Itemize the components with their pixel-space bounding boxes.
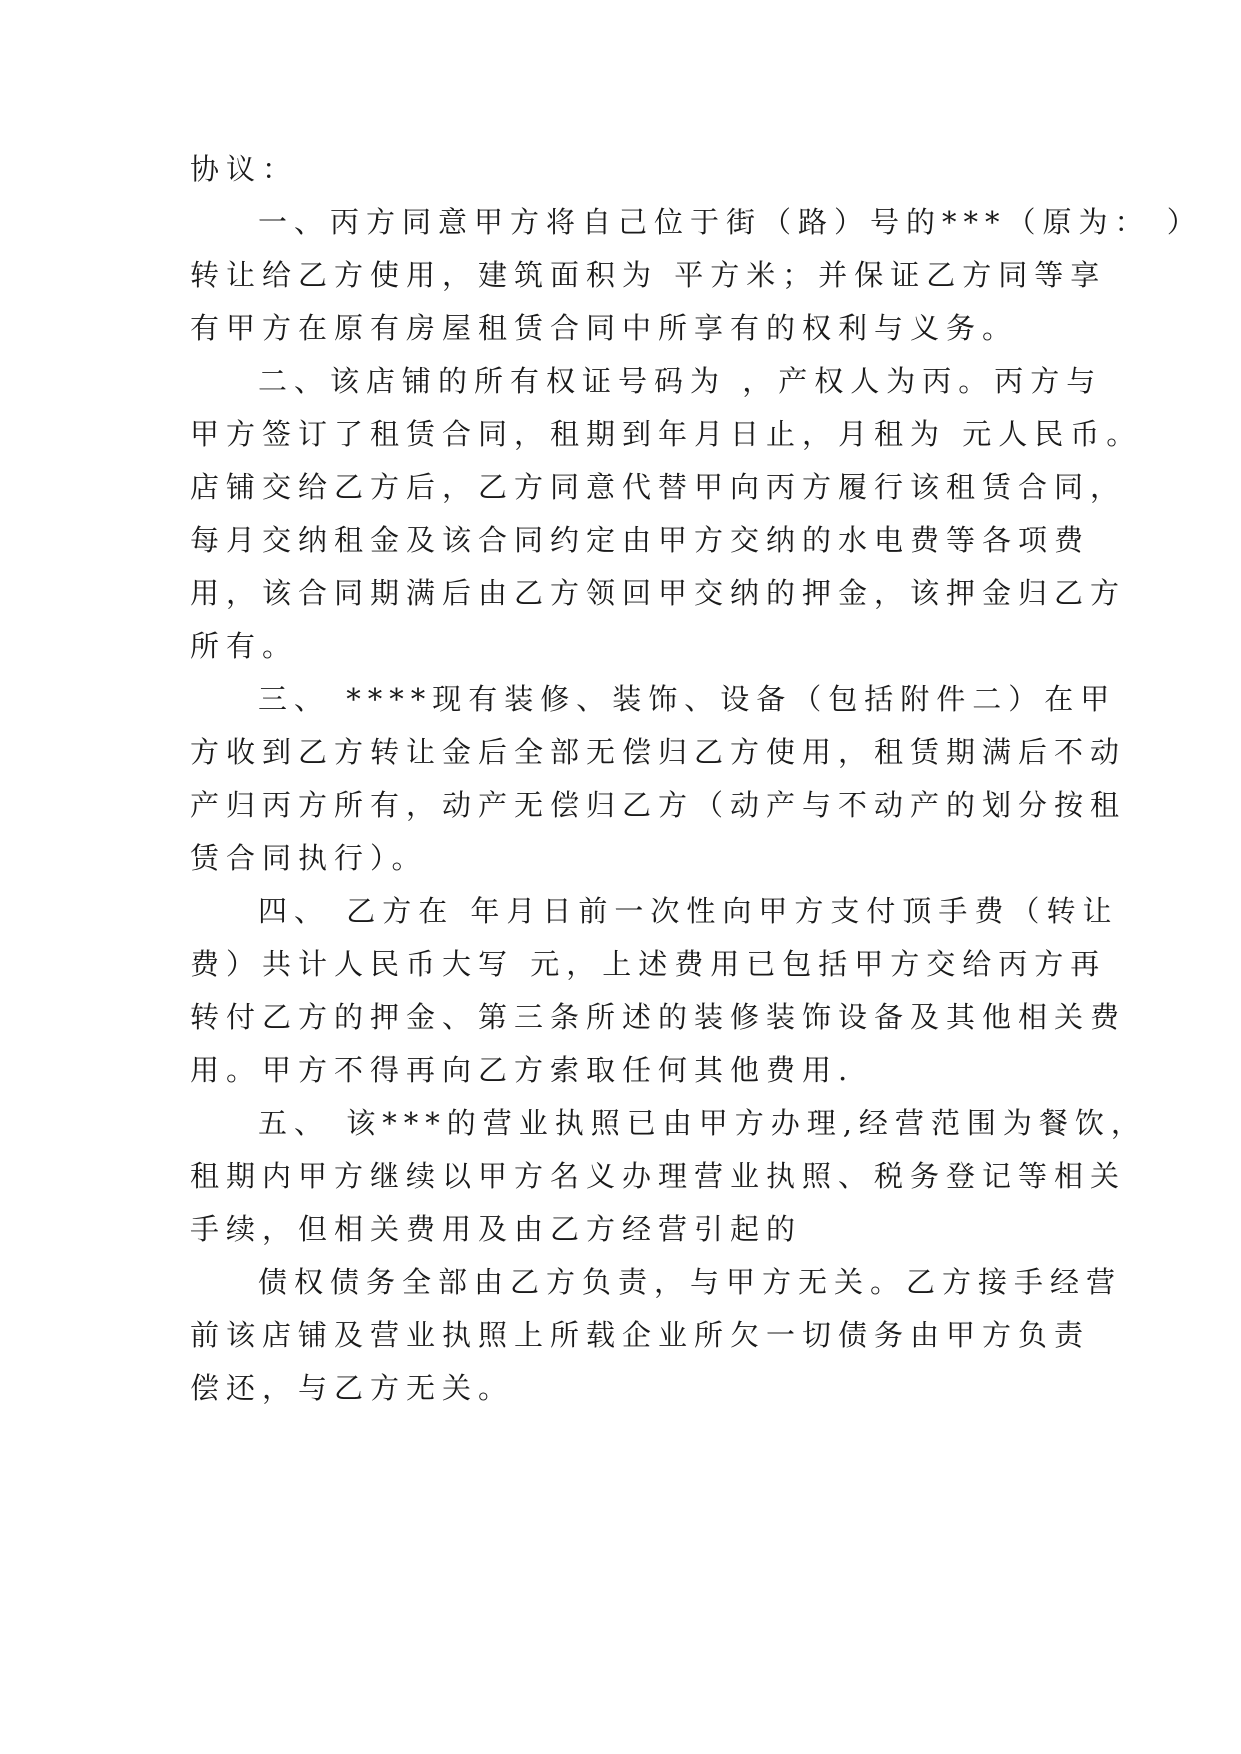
clause-3-line-3: 产归丙方所有，动产无偿归乙方（动产与不动产的划分按租 <box>190 788 1127 822</box>
clause-1-line-3: 有甲方在原有房屋租赁合同中所享有的权利与义务。 <box>190 311 1019 345</box>
clause-2-line-5: 用，该合同期满后由乙方领回甲交纳的押金，该押金归乙方 <box>190 576 1127 610</box>
clause-5-line-3: 手续，但相关费用及由乙方经营引起的 <box>190 1212 803 1246</box>
clause-5-line-1: 五、 该***的营业执照已由甲方办理,经营范围为餐饮， <box>258 1106 1147 1140</box>
clause-5-continuation-line-2: 前该店铺及营业执照上所载企业所欠一切债务由甲方负责 <box>190 1318 1091 1352</box>
clause-4-line-4: 用。甲方不得再向乙方索取任何其他费用. <box>190 1053 855 1087</box>
section-heading: 协议： <box>190 152 299 186</box>
clause-3-line-4: 赁合同执行）。 <box>190 841 428 875</box>
clause-2-line-2: 甲方签订了租赁合同，租期到年月日止，月租为 元人民币。 <box>190 417 1143 451</box>
clause-1-line-1: 一、丙方同意甲方将自己位于街（路）号的***（原为： ） <box>258 205 1203 239</box>
clause-3-line-2: 方收到乙方转让金后全部无偿归乙方使用，租赁期满后不动 <box>190 735 1127 769</box>
clause-3-line-1: 三、 ****现有装修、装饰、设备（包括附件二）在甲 <box>258 682 1117 716</box>
clause-4-line-1: 四、 乙方在 年月日前一次性向甲方支付顶手费（转让 <box>258 894 1119 928</box>
clause-2-line-6: 所有。 <box>190 629 299 663</box>
clause-5-continuation-line-1: 债权债务全部由乙方负责，与甲方无关。乙方接手经营 <box>258 1265 1123 1299</box>
clause-5-continuation-line-3: 偿还，与乙方无关。 <box>190 1371 515 1405</box>
clause-4-line-3: 转付乙方的押金、第三条所述的装修装饰设备及其他相关费 <box>190 1000 1127 1034</box>
clause-4-line-2: 费）共计人民币大写 元，上述费用已包括甲方交给丙方再 <box>190 947 1107 981</box>
clause-5-line-2: 租期内甲方继续以甲方名义办理营业执照、税务登记等相关 <box>190 1159 1127 1193</box>
clause-2-line-1: 二、该店铺的所有权证号码为 ，产权人为丙。丙方与 <box>258 364 1103 398</box>
clause-2-line-3: 店铺交给乙方后，乙方同意代替甲向丙方履行该租赁合同， <box>190 470 1127 504</box>
clause-2-line-4: 每月交纳租金及该合同约定由甲方交纳的水电费等各项费 <box>190 523 1091 557</box>
clause-1-line-2: 转让给乙方使用，建筑面积为 平方米；并保证乙方同等享 <box>190 258 1107 292</box>
